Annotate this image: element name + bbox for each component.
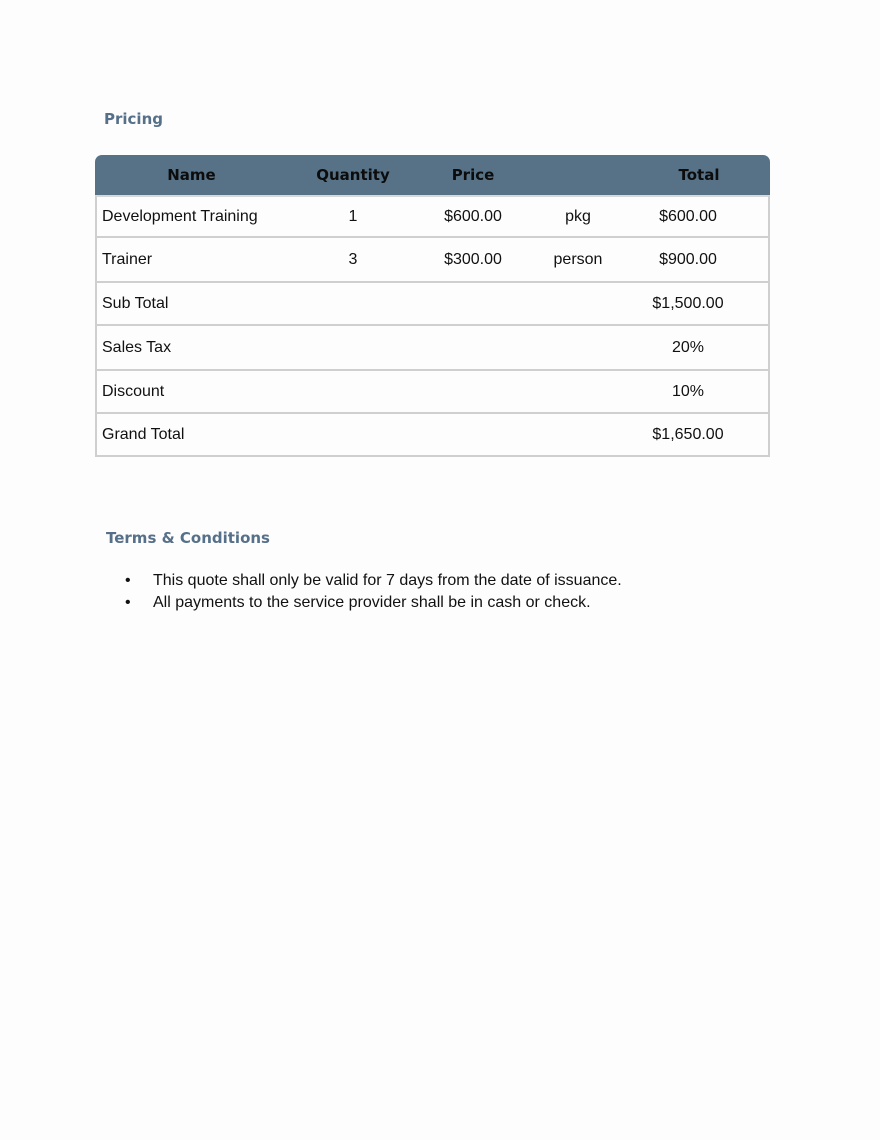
terms-heading: Terms & Conditions <box>106 529 270 547</box>
table-header-row <box>95 155 770 195</box>
item-name: Trainer <box>95 238 288 283</box>
summary-row-grand-total <box>95 414 770 457</box>
column-header-unit <box>528 155 628 195</box>
item-quantity: 3 <box>288 238 418 283</box>
bullet-icon: • <box>125 572 131 589</box>
column-header-quantity: Quantity <box>288 155 418 195</box>
term-text: All payments to the service provider shall be in cash or check. <box>153 594 591 611</box>
item-name: Development Training <box>95 195 288 238</box>
summary-row-discount <box>95 371 770 414</box>
term-text: This quote shall only be valid for 7 days from the date of issuance. <box>153 572 622 589</box>
item-unit: person <box>528 238 628 283</box>
sales-tax-value: 20% <box>628 326 770 371</box>
bullet-icon: • <box>125 594 131 611</box>
summary-label: Discount <box>95 371 288 414</box>
item-price: $600.00 <box>418 195 528 238</box>
column-header-price: Price <box>418 155 528 195</box>
summary-label: Grand Total <box>95 414 288 457</box>
item-unit: pkg <box>528 195 628 238</box>
item-total: $600.00 <box>628 195 770 238</box>
pricing-heading: Pricing <box>104 110 163 128</box>
column-header-total: Total <box>628 155 770 195</box>
item-quantity: 1 <box>288 195 418 238</box>
item-price: $300.00 <box>418 238 528 283</box>
subtotal-value: $1,500.00 <box>628 283 770 326</box>
list-item <box>125 592 622 614</box>
column-header-name: Name <box>95 155 288 195</box>
summary-row-subtotal <box>95 283 770 326</box>
table-row <box>95 195 770 238</box>
table-row <box>95 238 770 283</box>
pricing-table <box>95 155 770 457</box>
item-total: $900.00 <box>628 238 770 283</box>
grand-total-value: $1,650.00 <box>628 414 770 457</box>
summary-row-sales-tax <box>95 326 770 371</box>
list-item <box>125 570 622 592</box>
summary-label: Sub Total <box>95 283 288 326</box>
summary-label: Sales Tax <box>95 326 288 371</box>
discount-value: 10% <box>628 371 770 414</box>
terms-list <box>125 570 622 614</box>
